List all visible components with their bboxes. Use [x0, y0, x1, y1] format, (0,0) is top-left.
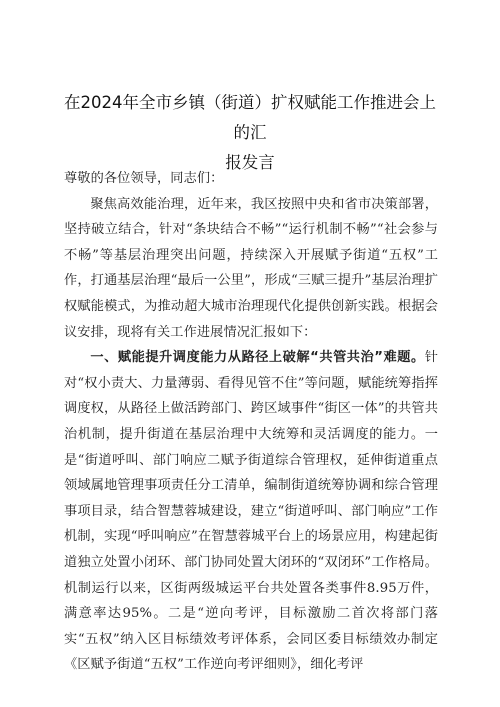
salutation: 尊敬的各位领导，同志们：: [64, 171, 224, 186]
document-body: [64, 166, 438, 678]
document-title: [60, 88, 440, 178]
section-1-paragraph: [64, 345, 438, 678]
section-1-body: 针对“权小责大、力量薄弱、看得见管不住”等问题，赋能统筹指挥调度权，从路径上做活跨部门、跨区域事件“街区一体”的共管共治机制，提升街道在基层治理中大统筹和灵活调度的能力。一是“街道呼叫、部门响应二赋予街道综合管理权，延伸街道重点领域属地管理事项责任分工清单，编制街道统筹协调和综合管理事项目录，结合智慧蓉城建设，建立“街道呼叫、部门响应”工作机制，实现“呼叫响应”在智慧蓉城平台上的场景应用，构建起街道独立处置小闭环、部门协同处置大闭环的“双闭环”工作格局。机制运行以来，区街两级城运平台共处置各类事件8.95万件，满意率达95%。二是“逆向考评，目标激励二首次将部门落实“五权”纳入区目标绩效考评体系，会同区委目标绩效办制定《区赋予街道“五权”工作逆向考评细则》，细化考评: [64, 350, 438, 673]
section-1-heading: 一、赋能提升调度能力从路径上破解“共管共治”难题。: [90, 350, 425, 366]
intro-paragraph: 聚焦高效能治理，近年来，我区按照中央和省市决策部署，坚持破立结合，针对“条块结合不畅”“运行机制不畅”“社会参与不畅”等基层治理突出问题，持续深入开展赋予街道“五权”工作，打通基层治理“最后一公里”，形成“三赋三提升”基层治理扩权赋能模式，为推动超大城市治理现代化提供创新实践。根据会议安排，现将有关工作进展情况汇报如下：: [64, 196, 438, 340]
title-line-2: 报发言: [225, 153, 275, 172]
title-line-1: 在2024年全市乡镇（街道）扩权赋能工作推进会上的汇: [64, 93, 436, 142]
